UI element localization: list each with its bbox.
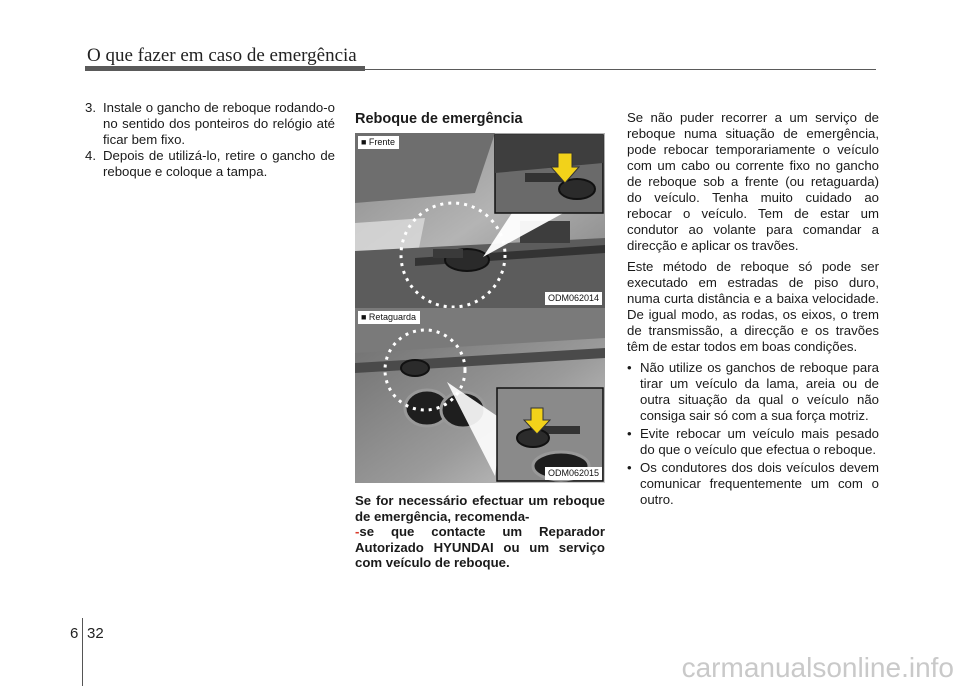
bullet-text: Não utilize os ganchos de reboque para tirar um veículo da lama, areia ou de outra situação da qual o veículo não consiga sair só com a sua força motriz. (640, 360, 879, 423)
bullet-icon: • (627, 360, 632, 375)
recommendation-text-1: Se for necessário efectuar um reboque de emergência, recomenda- (355, 493, 605, 524)
paragraph: Se não puder recorrer a um serviço de reboque numa situação de emergência, pode rebocar temporariamente o veículo com um cabo ou corrente fixo no gancho de reboque sob a frente (ou retaguarda) do veículo. Tenha muito cuidado ao rebocar o veículo. Tem de estar um condutor ao volante para comandar a direcção e aplicar os travões. (627, 110, 879, 253)
column-right (627, 110, 879, 510)
rear-bumper-illustration (355, 308, 605, 483)
page-header-title: O que fazer em caso de emergência (87, 45, 357, 66)
figure-code-front: ODM062014 (545, 292, 602, 305)
list-item (627, 460, 879, 508)
list-item (627, 360, 879, 424)
figure-code-rear: ODM062015 (545, 467, 602, 480)
recommendation-text-2: se que contacte um Reparador Autorizado HYUNDAI ou um serviço com veículo de reboque. (355, 524, 605, 570)
column-left (85, 100, 335, 180)
section-number: 6 (70, 625, 79, 642)
list-item (85, 100, 335, 148)
bullet-text: Os condutores dos dois veículos devem comunicar frequentemente um com o outro. (640, 460, 879, 507)
list-text: Depois de utilizá-lo, retire o gancho de reboque e coloque a tampa. (103, 148, 335, 179)
figure-tag-front: ■ Frente (358, 136, 399, 149)
list-item (85, 148, 335, 180)
bullet-icon: • (627, 460, 632, 475)
figure-tag-rear: ■ Retaguarda (358, 311, 420, 324)
list-text: Instale o gancho de reboque rodando-o no sentido dos ponteiros do relógio até ficar bem fixo. (103, 100, 335, 147)
header-rule-thin (365, 69, 876, 71)
section-title: Reboque de emergência (355, 111, 523, 127)
list-number: 3. (85, 100, 96, 115)
hyphen-mark: - (355, 524, 360, 539)
header-rule-thick (85, 66, 365, 71)
list-number: 4. (85, 148, 96, 163)
list-item (627, 426, 879, 458)
watermark: carmanualsonline.info (681, 652, 954, 683)
paragraph: Este método de reboque só pode ser executado em estradas de piso duro, numa curta distância e a baixa velocidade. De igual modo, as rodas, os eixos, o trem de transmissão, a direcção e os travões têm de estar todos em boas condições. (627, 259, 879, 354)
figure-rear-tow-hook (355, 308, 605, 483)
bullet-icon: • (627, 426, 632, 441)
bullet-text: Evite rebocar um veículo mais pesado do que o veículo que efectua o reboque. (640, 426, 879, 457)
page-number: 32 (87, 625, 104, 642)
column-middle (355, 110, 605, 571)
front-bumper-illustration (355, 133, 605, 308)
figure-front-tow-hook (355, 133, 605, 308)
footer-divider (82, 618, 83, 686)
recommendation-paragraph (355, 493, 605, 571)
